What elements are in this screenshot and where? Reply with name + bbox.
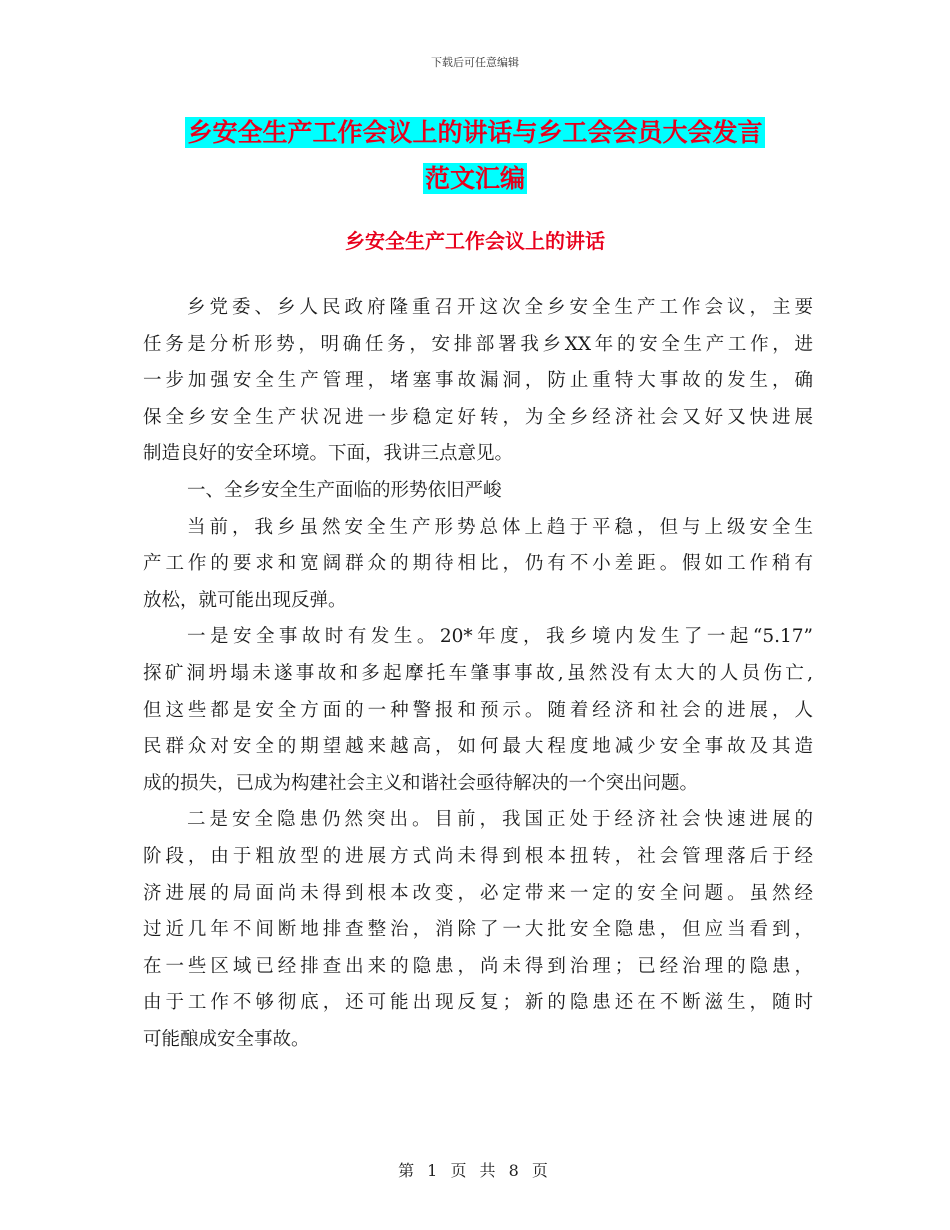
text-line: 产工作的要求和宽阔群众的期待相比，仍有不小差距。假如工作稍有 <box>143 553 813 575</box>
text-line: 可能酿成安全事故。 <box>143 1028 310 1050</box>
text-line: 任务是分析形势，明确任务，安排部署我乡XX年的安全生产工作，进 <box>143 333 813 355</box>
text-line: 二是安全隐患仍然突出。目前，我国正处于经济社会快速进展的 <box>187 809 813 831</box>
text-line: 乡党委、乡人民政府隆重召开这次全乡安全生产工作会议，主要 <box>187 297 813 318</box>
document-title-line-1 <box>0 113 950 149</box>
text-line: 制造良好的安全环境。下面，我讲三点意见。 <box>143 443 514 465</box>
text-line: 探矿洞坍塌未遂事故和多起摩托车肇事事故,虽然没有太大的人员伤亡, <box>143 662 813 684</box>
text-line: 在一些区域已经排查出来的隐患，尚未得到治理；已经治理的隐患， <box>143 955 813 977</box>
text-line: 保全乡安全生产状况进一步稳定好转，为全乡经济社会又好又快进展 <box>143 406 813 428</box>
document-title-text-2: 范文汇编 <box>424 164 525 193</box>
document-title-text-1: 乡安全生产工作会议上的讲话与乡工会会员大会发言 <box>187 118 763 147</box>
text-line: 放松，就可能出现反弹。 <box>143 589 347 611</box>
text-line: 当前，我乡虽然安全生产形势总体上趋于平稳，但与上级安全生 <box>187 516 813 538</box>
text-line: 一是安全事故时有发生。20*年度，我乡境内发生了一起“5.17” <box>187 626 813 648</box>
text-line: 成的损失，已成为构建社会主义和谐社会亟待解决的一个突出问题。 <box>143 772 699 794</box>
document-title-line-2 <box>0 159 950 195</box>
text-line: 但这些都是安全方面的一种警报和预示。随着经济和社会的进展，人 <box>143 699 813 721</box>
text-line: 济进展的局面尚未得到根本改变，必定带来一定的安全问题。虽然经 <box>143 882 813 904</box>
text-line: 由于工作不够彻底，还可能出现反复；新的隐患还在不断滋生，随时 <box>143 992 813 1014</box>
text-line: 阶段，由于粗放型的进展方式尚未得到根本扭转，社会管理落后于经 <box>143 845 813 867</box>
section-title: 乡安全生产工作会议上的讲话 <box>345 229 605 253</box>
body-text <box>143 290 813 1058</box>
page-footer: 第 1 页 共 8 页 <box>398 1161 552 1180</box>
text-line: 民群众对安全的期望越来越高，如何最大程度地减少安全事故及其造 <box>143 736 813 758</box>
text-line: 过近几年不间断地排查整治，消除了一大批安全隐患，但应当看到， <box>143 919 813 941</box>
header-note: 下载后可任意编辑 <box>431 56 519 69</box>
text-line: 一步加强安全生产管理，堵塞事故漏洞，防止重特大事故的发生，确 <box>143 370 813 392</box>
text-line-heading: 一、全乡安全生产面临的形势依旧严峻 <box>187 479 502 501</box>
